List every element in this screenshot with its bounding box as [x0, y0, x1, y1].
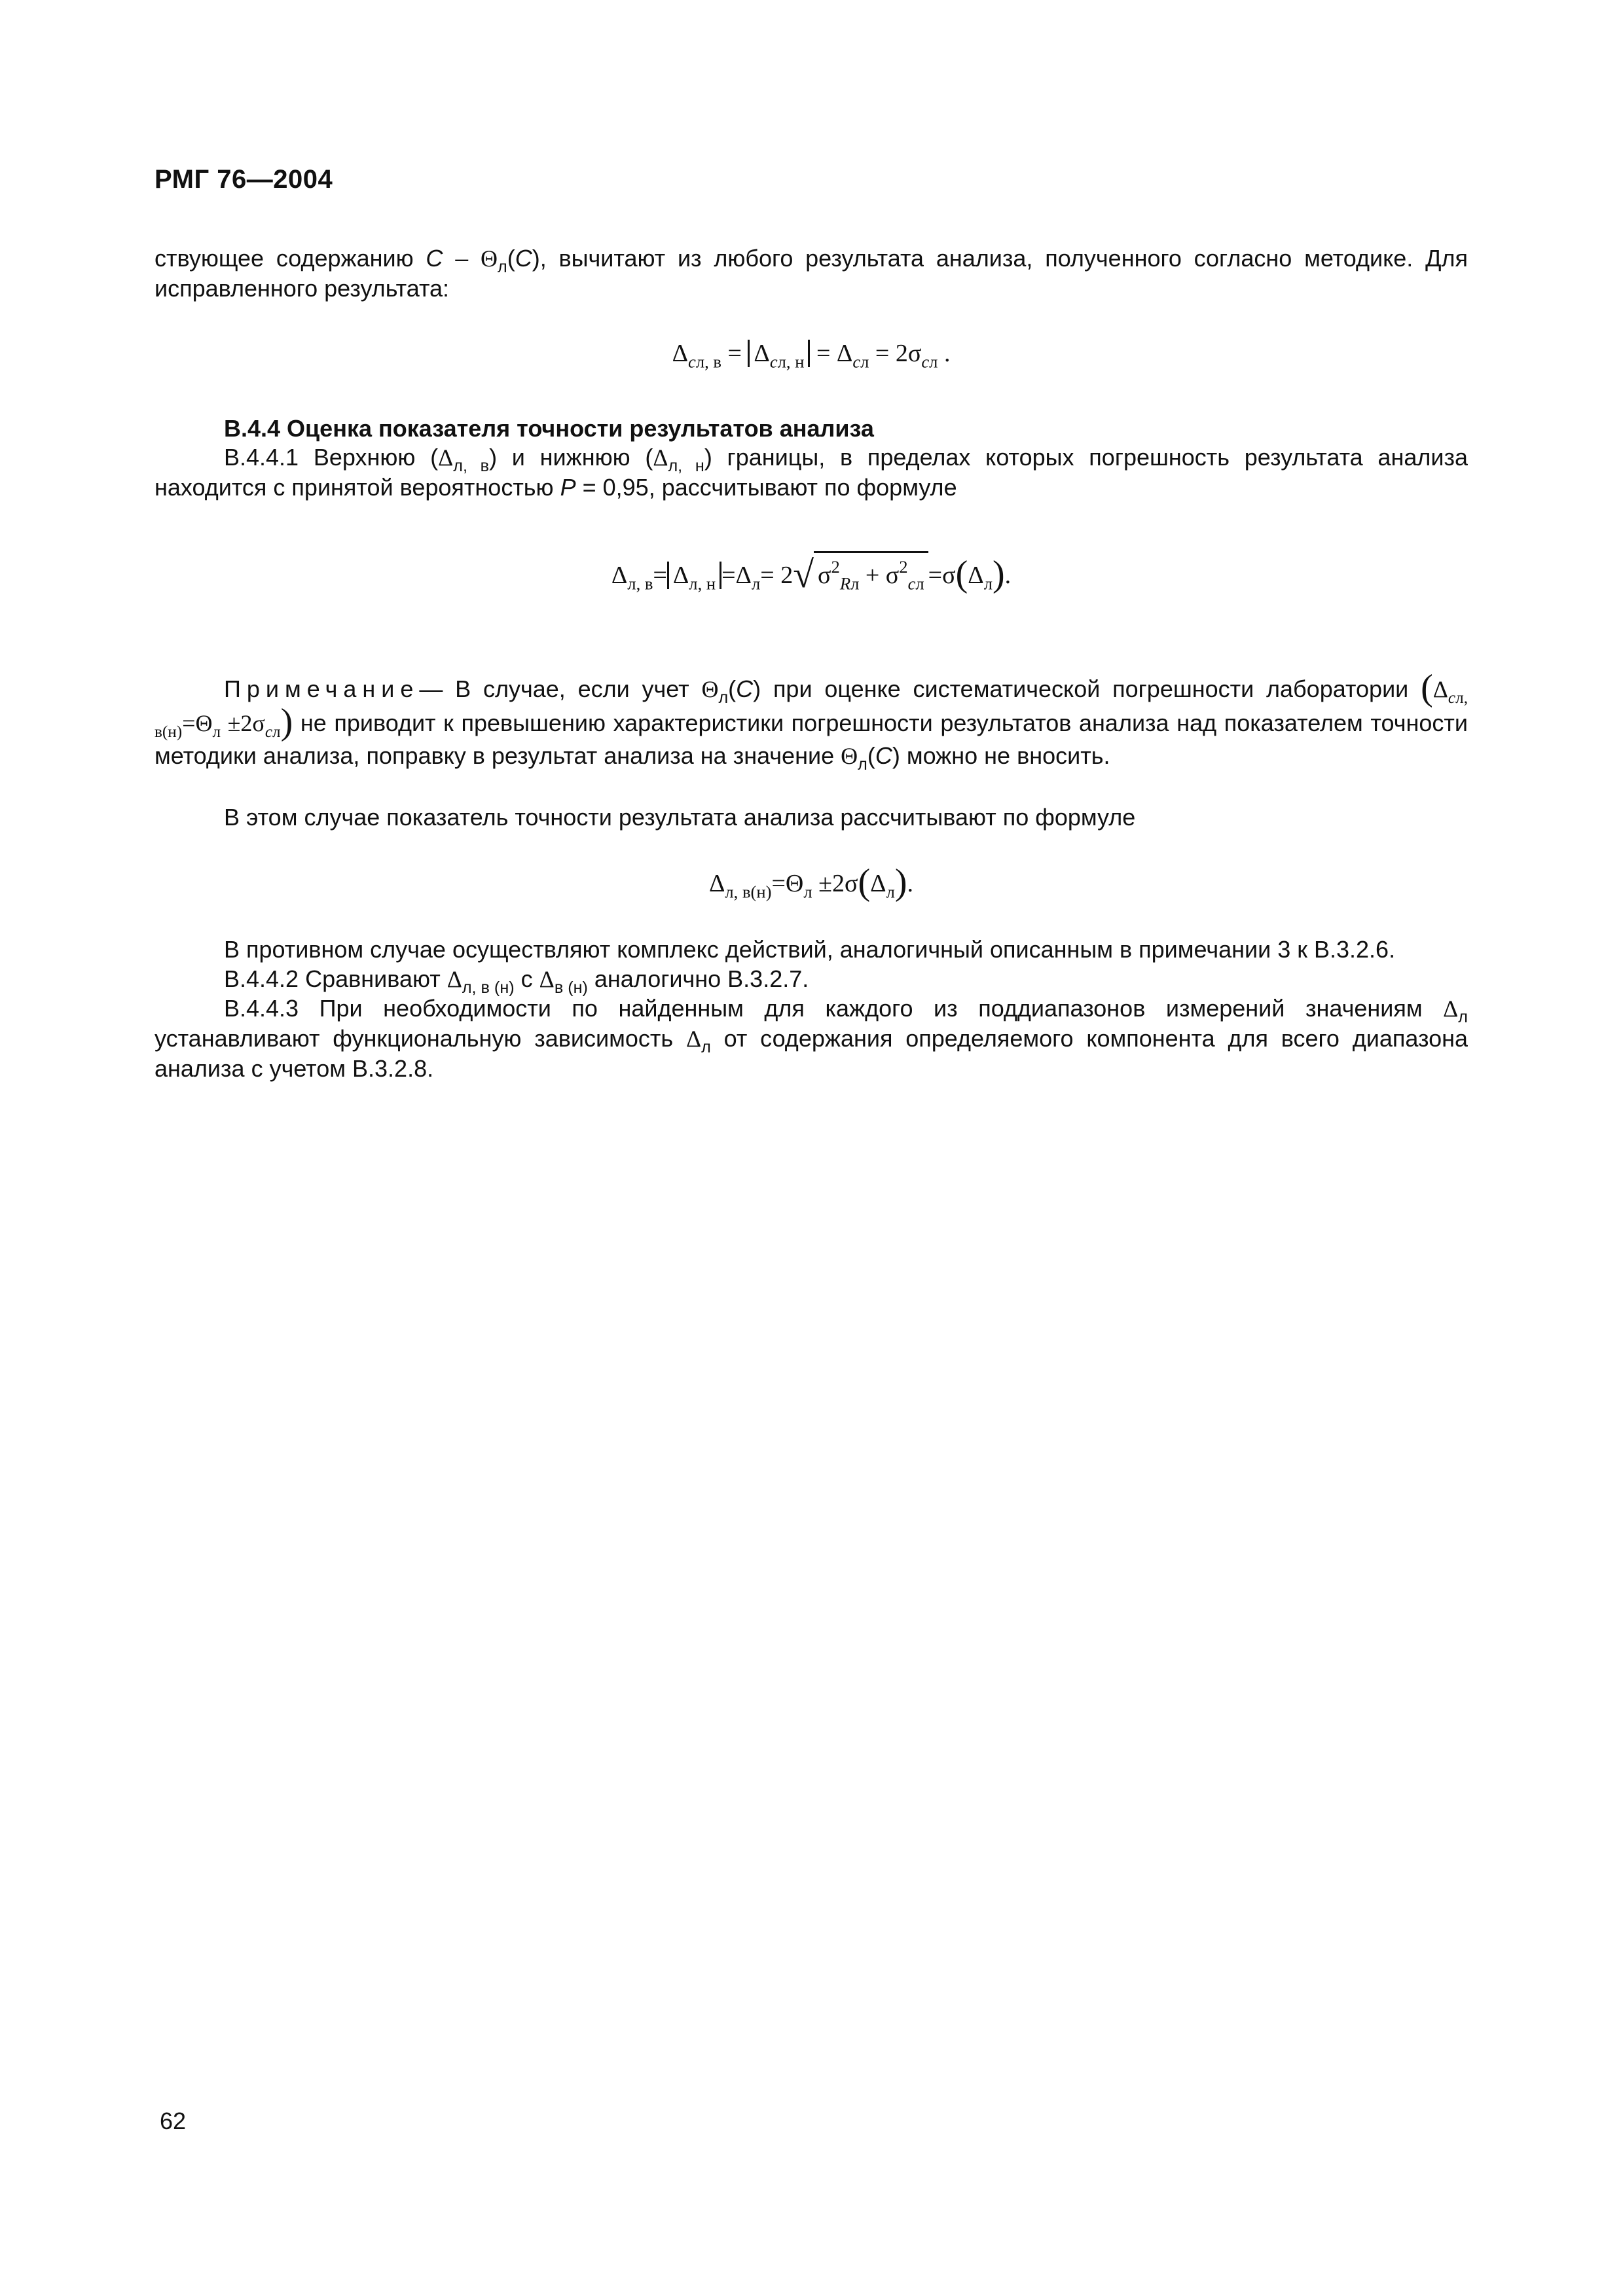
delta-symbol: Δ	[870, 870, 886, 897]
subscript: л, в	[627, 573, 653, 594]
sigma-symbol: σ	[818, 562, 831, 589]
text-span: В.4.4.2 Сравнивают	[224, 965, 441, 992]
sigma-symbol: σ	[252, 710, 265, 736]
sqrt-radicand	[814, 551, 928, 595]
paragraph-b443	[155, 994, 1468, 1083]
subscript: л	[498, 257, 507, 276]
equals-sign: =	[653, 562, 667, 589]
delta-symbol: Δ	[653, 444, 668, 471]
subscript: л	[718, 688, 729, 707]
text-span: от содержания определяемого компонента для всего диапазона анализа с учетом В.3.2.8.	[155, 1025, 1468, 1082]
symbol-c: C	[875, 742, 892, 769]
text-span: ствующее содержанию	[155, 245, 414, 272]
delta-symbol: Δ	[968, 562, 984, 589]
document-code: РМГ 76—2004	[155, 165, 333, 194]
formula-systematic-bounds	[155, 334, 1468, 373]
delta-symbol: Δ	[754, 340, 770, 367]
delta-symbol: Δ	[708, 870, 725, 897]
plus-minus-sign: ±	[227, 710, 241, 736]
page-number: 62	[160, 2108, 187, 2134]
note-label: Примечание	[224, 675, 420, 702]
paragraph-continuation: ствующее содержанию C – $\Theta_л(C)$, вычитают из любого результата анализа, полученного согласно методике. Для исправленного результата:	[155, 245, 1468, 302]
subscript: л	[695, 351, 705, 372]
subscript: л	[1458, 1007, 1468, 1026]
superscript: 2	[831, 557, 840, 577]
absolute-value	[667, 562, 721, 594]
symbol-c: C	[426, 245, 443, 272]
subscript: c	[1448, 689, 1456, 707]
subscript: , в(н)	[155, 689, 1468, 741]
subscript: л, в(н)	[725, 882, 772, 902]
paren: (	[1421, 668, 1433, 708]
paren: )	[894, 862, 907, 903]
subscript: л	[983, 573, 993, 594]
absolute-value	[748, 340, 810, 372]
subscript: л, н	[668, 456, 704, 475]
equals-sign: =	[727, 340, 742, 367]
subscript: л, н	[689, 573, 716, 594]
equals-sign: =	[875, 340, 890, 367]
delta-symbol: Δ	[672, 340, 688, 367]
number: 2	[895, 340, 908, 367]
paragraph-b442	[155, 964, 1468, 997]
subscript: л	[886, 882, 895, 902]
text-span: ) и нижнюю (	[489, 444, 653, 471]
equals-sign: =	[182, 710, 196, 736]
subscript: л	[212, 723, 221, 741]
number: 2	[780, 562, 793, 589]
subscript: л	[860, 351, 869, 372]
sigma-symbol: σ	[907, 340, 922, 367]
delta-symbol: Δ	[1432, 676, 1448, 702]
symbol-c: C	[515, 245, 532, 272]
minus-sign: –	[455, 245, 469, 272]
delta-symbol: Δ	[447, 966, 462, 992]
subscript: л	[777, 351, 786, 372]
subscript: л	[915, 573, 924, 594]
delta-symbol: Δ	[611, 562, 628, 589]
period: .	[1004, 562, 1012, 589]
text-span: устанавливают функциональную зависимость	[155, 1025, 674, 1052]
section-heading-b44: В.4.4 Оценка показателя точности результатов анализа	[224, 415, 874, 442]
subscript: c	[921, 351, 930, 372]
delta-symbol: Δ	[539, 966, 555, 992]
subscript: л	[850, 573, 860, 594]
subscript: в (н)	[554, 978, 588, 997]
note-paragraph: Примечание— В случае, если учет $\Theta_л(C)$ при оценке систематической погрешности лаборатории $(\Delta_{cл, в(н)}=\Theta_л \pm 2\sigma_{cл})$ не приводит к превышению характеристики погрешности результатов анализа над показателем точности методики анализа, поправку в результат анализа на значение $\Theta_л(C)$ можно не вносить.	[155, 668, 1468, 774]
text-span: В этом случае показатель точности результата анализа рассчитывают по формуле	[224, 804, 1136, 831]
plus-minus-sign: ±	[818, 870, 833, 897]
formula-accuracy-bounds	[155, 551, 1468, 595]
text-span: при оценке систематической погрешности лаборатории	[773, 675, 1409, 702]
paren: (	[858, 862, 871, 903]
subscript: л	[858, 755, 867, 774]
delta-symbol: Δ	[438, 444, 454, 471]
theta-symbol: Θ	[701, 676, 719, 702]
text-span: аналогично В.3.2.7.	[594, 965, 809, 992]
sqrt-icon: √	[793, 553, 814, 596]
symbol-p: P	[560, 474, 576, 501]
theta-symbol: Θ	[481, 245, 498, 272]
superscript: 2	[899, 557, 908, 577]
text-span: не приводит к превышению характеристики погрешности результатов анализа над показателем точности методики анализа, поправку в результат анализа на значение	[155, 709, 1468, 769]
subscript: , н	[786, 351, 805, 372]
theta-symbol: Θ	[195, 710, 213, 736]
text-span: можно не вносить.	[906, 742, 1110, 769]
text-span: В противном случае осуществляют комплекс действий, аналогичный описанным в примечании 3 к В.3.2.6.	[224, 936, 1396, 963]
delta-symbol: Δ	[685, 1026, 702, 1052]
sigma-symbol: σ	[885, 562, 900, 589]
subscript: , в	[704, 351, 721, 372]
theta-symbol: Θ	[841, 743, 858, 769]
subscript: c	[852, 351, 861, 372]
paren: (	[955, 554, 968, 594]
paragraph-b441	[155, 442, 1468, 502]
subscript: л	[1455, 689, 1464, 707]
period: .	[907, 870, 914, 897]
subscript: л, в	[453, 456, 490, 475]
equals-sign: =	[816, 340, 831, 367]
paragraph-otherwise	[155, 935, 1468, 964]
delta-symbol: Δ	[836, 340, 853, 367]
period: .	[943, 340, 951, 367]
text-span: — В случае, если учет	[419, 675, 689, 702]
equals-sign: =	[760, 562, 775, 589]
delta-symbol: Δ	[735, 562, 752, 589]
subscript: c	[264, 723, 273, 741]
text-span: В.4.4.1 Верхнюю (	[224, 444, 439, 471]
formula-accuracy-uncorrected	[155, 863, 1468, 903]
subscript: л	[751, 573, 761, 594]
paren: )	[280, 702, 293, 742]
text-span: с	[520, 965, 533, 992]
sigma-symbol: σ	[942, 562, 956, 589]
delta-symbol: Δ	[1443, 996, 1459, 1022]
number: 2	[832, 870, 845, 897]
subscript: c	[907, 573, 916, 594]
text-span: , вычитают из любого результата анализа, полученного согласно методике. Для исправленного результата:	[155, 245, 1468, 302]
text-span: ) границы, в пределах которых погрешность результата анализа находится с принятой вероятностью	[155, 444, 1468, 501]
paren: )	[992, 554, 1005, 594]
paragraph-this-case	[155, 802, 1468, 832]
delta-symbol: Δ	[672, 562, 689, 589]
equals-sign: =	[928, 562, 943, 589]
subscript: л	[701, 1037, 711, 1056]
equals-sign: =	[771, 870, 786, 897]
subscript: л	[272, 723, 281, 741]
subscript: c	[688, 351, 696, 372]
text-span: В.4.4.3 При необходимости по найденным для каждого из поддиапазонов измерений значениям	[224, 995, 1423, 1022]
subscript: R	[839, 573, 851, 594]
subscript: л	[929, 351, 938, 372]
symbol-c: C	[736, 675, 754, 702]
plus-sign: +	[865, 562, 880, 589]
theta-symbol: Θ	[785, 870, 804, 897]
text-span: = 0,95, рассчитывают по формуле	[582, 474, 957, 501]
number: 2	[240, 710, 253, 736]
equals-sign: =	[721, 562, 736, 589]
subscript: л	[803, 882, 812, 902]
subscript: л, в (н)	[462, 978, 515, 997]
sigma-symbol: σ	[845, 870, 858, 897]
subscript: c	[769, 351, 778, 372]
